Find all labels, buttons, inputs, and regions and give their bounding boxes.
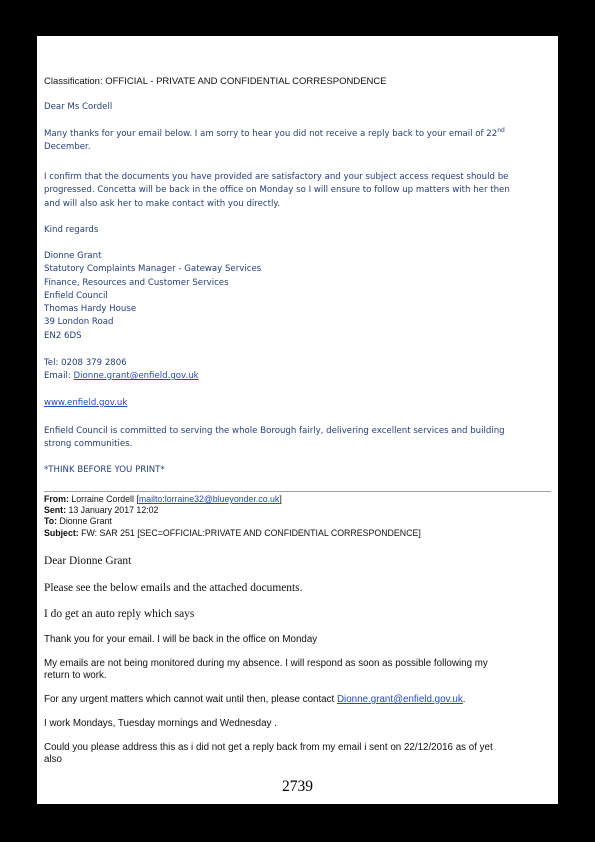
document-page <box>37 36 558 804</box>
signature-block <box>44 250 261 343</box>
original-request: Could you please address this as i did not get a reply back from my email i sent on 22/12/2016 as of yet also <box>44 742 493 765</box>
signature-telephone: Tel: 0208 379 2806 <box>44 358 127 368</box>
print-notice: *THINK BEFORE YOU PRINT* <box>44 465 165 475</box>
auto-reply-monitoring: My emails are not being monitored during my absence. I will respond as soon as possible following my return to work. <box>44 658 488 681</box>
ordinal-suffix: nd <box>497 127 505 135</box>
header-to: To: Dionne Grant <box>44 516 112 527</box>
original-intro: Please see the below emails and the attached documents. <box>44 582 303 594</box>
auto-reply-urgent: For any urgent matters which cannot wait until then, please contact Dionne.grant@enfield.gov.uk. <box>44 694 466 705</box>
signature-department: Finance, Resources and Customer Services <box>44 277 229 288</box>
separator-rule <box>44 491 551 492</box>
website-link[interactable]: www.enfield.gov.uk <box>44 398 128 408</box>
reply-paragraph-2: I confirm that the documents you have provided are satisfactory and your subject access request should be progressed. Concetta will be back in the office on Monday so I will ensure to follow up matters with her then and will also ask her to make contact with you directly. <box>44 172 510 209</box>
original-auto-reply-note: I do get an auto reply which says <box>44 608 195 620</box>
signature-street: 39 London Road <box>44 317 114 328</box>
header-subject: Subject: FW: SAR 251 [SEC=OFFICIAL:PRIVATE AND CONFIDENTIAL CORRESPONDENCE] <box>44 527 421 538</box>
website-line <box>44 397 127 410</box>
signature-email-link[interactable]: Dionne.grant@enfield.gov.uk <box>73 371 199 381</box>
auto-reply-work-days: I work Mondays, Tuesday mornings and Wednesday . <box>44 718 277 729</box>
reply-paragraph-1: Many thanks for your email below. I am sorry to hear you did not receive a reply back to your email of 22nd December. <box>44 127 505 153</box>
signature-title: Statutory Complaints Manager - Gateway Services <box>44 264 262 275</box>
urgent-email-link[interactable]: Dionne.grant@enfield.gov.uk <box>336 694 463 705</box>
original-salutation: Dear Dionne Grant <box>44 555 132 567</box>
signature-name: Dionne Grant <box>44 251 102 261</box>
classification-line: Classification: OFFICIAL - PRIVATE AND CONFIDENTIAL CORRESPONDENCE <box>44 76 387 87</box>
reply-closing: Kind regards <box>44 225 99 235</box>
from-mailto-link[interactable]: mailto:lorraine32@blueyonder.co.uk <box>138 494 280 504</box>
header-sent: Sent: 13 January 2017 12:02 <box>44 505 159 516</box>
header-from: From: Lorraine Cordell [mailto:lorraine32@blueyonder.co.uk] <box>44 494 282 504</box>
page-number: 2739 <box>282 778 313 795</box>
council-statement: Enfield Council is committed to serving the whole Borough fairly, delivering excellent services and building strong communities. <box>44 426 505 450</box>
forward-header <box>44 494 421 539</box>
auto-reply-thanks: Thank you for your email. I will be back in the office on Monday <box>44 634 318 645</box>
signature-building: Thomas Hardy House <box>44 304 137 315</box>
signature-postcode: EN2 6DS <box>44 330 82 341</box>
reply-salutation: Dear Ms Cordell <box>44 102 113 112</box>
signature-org: Enfield Council <box>44 290 108 301</box>
signature-email: Email: Dionne.grant@enfield.gov.uk <box>44 371 199 381</box>
